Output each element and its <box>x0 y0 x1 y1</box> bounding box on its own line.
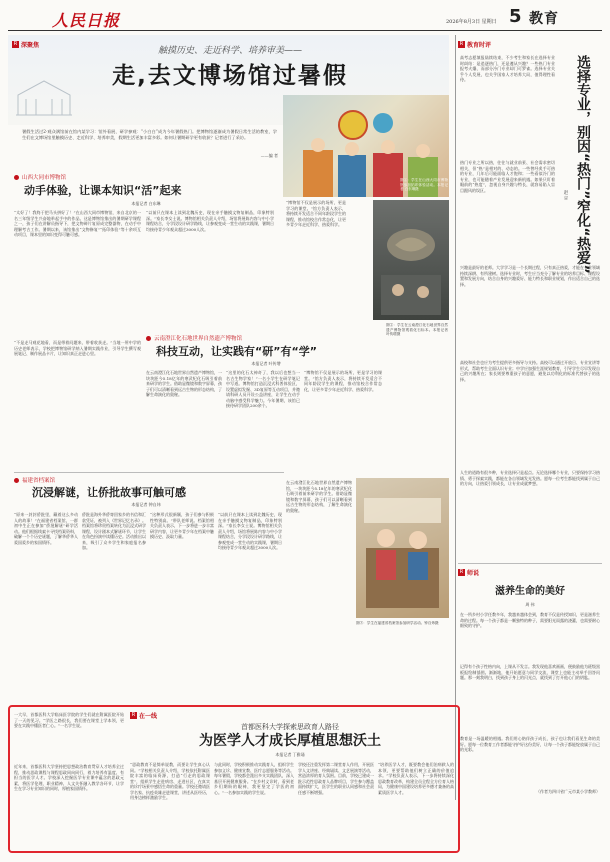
commentary-body1: 高考志愿填报陆续结束，不少考生和家长在选择专业时纠结：是追逐热门，还是遵从兴趣？一些热门专业报考火爆，而部分冷门专业却门可罗雀。选择专业关乎个人发展，也关乎国家人才培养大局，值得理性看待。 <box>460 55 555 82</box>
story2-body1: 在云南澄江化石地世界自然遗产博物馆，一块块距今5.18亿年的寒武纪化石吸引着前来研学的学生。借助显微镜和数字屏幕，孩子们可以清晰看到远古生物的形态结构，了解生命演化的奥秘。 <box>146 370 222 397</box>
photo-archive <box>356 478 449 618</box>
commentary-author: 赵 宣 <box>563 190 568 201</box>
feature-tag-icon: R <box>13 41 18 47</box>
frontline-col4: 学校还注重发挥第二课堂育人作用，开展医学人文讲座、经典诵读、文艺展演等活动，营造浓厚的育人氛围。目前，学校已建成一批示范性思政育人品牌项目，学生参与覆盖面持续扩大，医学生的职业认同感和社会责任感不断增强。 <box>298 762 374 795</box>
essay-tag-label: 师说 <box>467 570 480 577</box>
location-pin-icon <box>146 336 151 341</box>
story2-title: 科技互动，让实践有“研”有“学” <box>156 345 317 358</box>
commentary-tag-icon: R <box>459 41 464 47</box>
frontline-tag <box>130 711 157 720</box>
photo2-caption: 图②：学生在云南澄江化石地世界自然遗产博物馆观看化石标本。本报记者 叶传增摄 <box>386 323 448 337</box>
feature-title: 走,去文博场馆过暑假 <box>112 63 348 89</box>
frontline-kicker: 首都医科大学探索思政育人路径 <box>241 723 339 731</box>
story2-place-label: 云南澄江化石地世界自然遗产博物馆 <box>154 336 243 342</box>
essay-rule <box>458 563 602 564</box>
story3-title: 沉浸解谜，让侨批故事可触可感 <box>32 486 186 499</box>
commentary-body5: 人生的道路有很多种，专业选择只是起点。无论选择哪个专业，只要保持学习热情、勇于探索实践，都能在各自领域发光发热。愿每一位考生都能找到属于自己的方向，让热爱引领成长，让专业成就梦想。 <box>460 470 600 486</box>
essay-body1: 在一所乡村小学任教多年，我越来越体会到，教育不仅是传授知识，更是滋养生命的过程。每一个孩子都是一颗独特的种子，需要阳光雨露的浇灌，也需要耐心细致的守护。 <box>460 612 600 628</box>
story3-place <box>14 476 55 484</box>
frontline-col5: “培养医学人才，既要教会他们治病救人的本领，更要帮助他们树立正确的价值追求。”学校负责人表示，下一步将持续深化思政教育改革，构建全员全程全方位育人格局，为健康中国建设培养更多德才兼备的高素质医学人才。 <box>378 762 454 795</box>
museum-illustration <box>14 75 74 120</box>
feature-intro: 暑假生活过2·观众满馆前在馆内某学习：馆外看展、研学参观：“小白白”成为今年暑假热门。把博物馆逐渐成为暑假日常生活的教室，学生们在文博场馆里触摸历史、走近科学、培养审美，假期生活更加丰富多彩。如何让暑期研学更有收获？记者进行了采访。 <box>22 129 277 140</box>
story1-title: 动手体验，让课本知识“活”起来 <box>24 184 182 197</box>
story2-byline: 本报记者 叶传增 <box>251 361 281 366</box>
essay-body3: 教育是一场温暖的相遇。我们用心陪伴孩子成长，孩子也让我们看见生命的美好。愿每一位教育工作者都能守护好这份美好，让每一个孩子都能绽放属于自己的光彩。 <box>460 736 600 752</box>
photo3-caption: 图③：学生在福建省档案馆参加研学活动。钟自炜摄 <box>356 621 439 625</box>
story2-place <box>146 334 242 342</box>
essay-tag <box>458 568 479 577</box>
frontline-tag-label: 在一线 <box>139 713 158 720</box>
story1-place <box>14 173 66 181</box>
essay-source: （作者为四川省广元市某小学教师） <box>536 789 600 794</box>
feature-tag <box>12 40 39 49</box>
essay-body2: 记得有个孩子性格内向，上课从不发言。我发现他喜欢画画，便鼓励他为班级黑板报绘制插图。渐渐地，他开始愿意与同学交流，课堂上也能主动举手回答问题。那一刻我明白，找到孩子身上的闪光点，就找到了打开他心门的钥匙。 <box>460 664 600 680</box>
story1-place-label: 山西大同市博物馆 <box>22 175 67 181</box>
commentary-tag <box>458 40 491 49</box>
commentary-title: 选择专业，别因“热门”窄化“热爱” <box>575 55 591 274</box>
frontline-col3: 与此同时，学校积极推动实践育人，组织学生参加义诊、健康宣教、医疗志愿服务等活动。每年暑假，学校都会派出多支实践团队，深入基层开展健康服务。“在乡村义诊时，看到老乡们期盼的眼神，我更坚定了学医的初心。”一名参加实践的学生说。 <box>214 762 294 795</box>
frontline-tag-icon: R <box>131 712 136 718</box>
essay-title: 滋养生命的美好 <box>495 586 565 597</box>
essay-author: 周 伟 <box>525 602 535 607</box>
story2-body3: “博物馆不仅是展示的场所，更是学习的课堂。”馆方负责人表示，将持续开发适合不同年龄段学生的课程，推动馆校合作常态化，让更多青少年走近科学、热爱科学。 <box>304 370 382 392</box>
story3-place-label: 福建省档案馆 <box>22 478 56 484</box>
story3-byline: 本报记者 钟自炜 <box>131 502 161 507</box>
feature-subtitle: 触摸历史、走近科学、培养审美—— <box>157 46 302 56</box>
commentary-body3: 兴趣是最好的老师。大学学习是一个长期过程，只有真正热爱，才能在专业领域持续深耕、有所建树。选择专业时，考生应当充分了解专业的培养目标、课程设置和发展方向，结合自身的兴趣爱好、能力特长和职业规划，作出适合自己的选择。 <box>460 265 600 287</box>
feature-tag-label: 深聚焦 <box>21 42 40 49</box>
photo-fossil <box>373 200 449 320</box>
commentary-tag-label: 教育时评 <box>467 42 492 49</box>
photo1-caption: 图①：学生在山西大同市博物馆参加拓印体验活动。本报记者 白东琳摄 <box>400 178 448 191</box>
frontline-col2: “思政教育不是简单说教，而要让学生真心认同。”学校相关负责人介绍，学校依托附属医院丰富的临床资源，打造“行走的思政课堂”，组织学生走进病房、走进社区，在真实的诊疗场景中感悟生命的重量。学校还邀请医学名家、抗疫英雄走进课堂，讲述从医经历，用身边榜样激励学生。 <box>130 762 210 800</box>
story3-body-col5: 在云南澄江化石地世界自然遗产博物馆，一块块距今5.18亿年的寒武纪化石吸引着前来研学的学生。借助显微镜和数字屏幕，孩子们可以清晰看到远古生物的形态结构，了解生命演化的奥秘。 <box>286 480 352 513</box>
section-name: 教育 <box>529 11 559 27</box>
feature-intro-byline: ——编 者 <box>260 153 278 158</box>
frontline-byline: 本报记者 丁雅诵 <box>275 752 305 757</box>
frontline-title: 为医学人才成长厚植思想沃土 <box>199 733 381 749</box>
page-number: 5 <box>509 6 522 27</box>
date-line: 2026年8月3日 星期日 <box>446 19 497 25</box>
story3-body1: “原来一封封侨批里，藏着这么多动人的故事！”在福建省档案馆，一群初中生正在参加“侨批解谜”研学活动。他们根据线索卡寻找档案资料，破解一个个历史谜题，了解华侨华人爱国爱乡的家国情怀。 <box>14 512 78 545</box>
story3-body-col4: “以前只在课本上读到北魏历史，现在亲手触摸文物复制品，印象特别深。”家长李女士说。博物馆相关负责人介绍，场馆将展陈内容与中小学课程结合，分学段设计研学路线，让参观变成一堂生动的实践课，暑期日均接待青少年观众超过3000人次。 <box>218 512 282 550</box>
story3-rule <box>14 472 284 473</box>
commentary-body2: 热门专业之所以热，往往与就业前景、社会需求密切相关，但“热”是相对的、动态的。一些曾经炙手可热的专业，几年后可能面临人才饱和；一些看似冷门的专业，也可能随着产业发展迎来新机遇。如果只盯着眼前的“热度”，忽视自身兴趣与特长，就容易陷入盲目跟风的误区。 <box>460 160 555 193</box>
story3-body2: 侨批是海外华侨寄回家乡的书信和汇款凭证，被列入《世界记忆名录》。档案馆将珍贵档案转化为沉浸式研学课程，设计剧本式解谜环节，让学生在角色扮演中读懂历史。活动推出以来，吸引了众多学生和家庭报名参加。 <box>82 512 146 550</box>
story1-body3: “不是走马观花地看，而是带着问题来、带着收获走。”当地一所中学的历史老师表示，学校把博物馆研学纳入暑期实践作业，引导学生撰写观展笔记、制作展品卡片，让知识真正走进心里。 <box>14 340 141 356</box>
story1-byline: 本报记者 白东琳 <box>131 201 161 206</box>
location-pin-icon <box>14 478 19 483</box>
commentary-body4: 高校和社会也应为考生提供更多指导与支持。高校可以通过开放日、专业宣讲等形式，帮助考生全面认识专业；中学应加强生涯规划教育，引导学生尽早发现自己的兴趣所在；家长则要尊重孩子的意愿，避免以功利化的标准代替孩子的选择。 <box>460 360 600 382</box>
frontline-lead: 一大早，首都医科大学临床医学院的学生们就在附属医院开始了一天的见习。“学医之路很长，我们要在课堂上学本领，更要在实践中懂医者仁心。”一名学生说。 <box>14 712 124 728</box>
column-divider <box>455 35 456 800</box>
story1-body-side: “博物馆不仅是展示的场所，更是学习的课堂。”馆方负责人表示，将持续开发适合不同年龄段学生的课程，推动馆校合作常态化，让更多青少年走近科学、热爱科学。 <box>286 200 346 227</box>
essay-tag-icon: R <box>459 569 464 575</box>
story1-body2: “以前只在课本上读到北魏历史，现在亲手触摸文物复制品，印象特别深。”家长李女士说。博物馆相关负责人介绍，场馆将展陈内容与中小学课程结合，分学段设计研学路线，让参观变成一堂生动的实践课，暑期日均接待青少年观众超过3000人次。 <box>146 210 274 232</box>
masthead-logo: 人民日报 <box>52 11 121 30</box>
frontline-col1: 近年来，首都医科大学坚持把思想政治教育贯穿人才培养全过程，推动思政课程与课程思政同向同行，着力培养有温度、有担当的医学人才。学校深入挖掘医学专业课中蕴含的思政元素，将医学伦理、职业精神、人文关怀融入教学各环节，让学生在学习专业知识的同时，厚植家国情怀。 <box>14 764 124 791</box>
location-pin-icon <box>14 175 19 180</box>
story2-body2: “这里的化石太神奇了，我以后也想当一名古生物学家！”一名小学生在研学笔记中写道。博物馆打造沉浸式科普体验区，设置虚拟发掘、3D复原等互动项目，并邀请科研人员开设公益讲座，让学生在动手动脑中感受科学魅力。今年暑期，该馆已接待研学团队200余个。 <box>226 370 300 408</box>
story1-body1: “太好了！我终于把马头拼好了！”在山西大同市博物馆，来自北京的一名三年级学生兴奋地举起手中的作品。这是博物馆推出的暑期研学课程之一，孩子们在讲解员指导下，把文物碎片复原成完整器物，在动手中理解考古工作。暑期以来，该馆推出“文物修复”“拓印体验”等十余项互动项目，课本里的知识变得可触可感。 <box>14 210 141 237</box>
story3-body3: “这种形式很新颖，孩子们参与积极性特别高。”带队老师说。档案馆相关负责人表示，下一步将进一步丰富研学内容，让更多青少年在档案中触摸历史、汲取力量。 <box>150 512 214 539</box>
masthead-rule <box>8 30 602 31</box>
